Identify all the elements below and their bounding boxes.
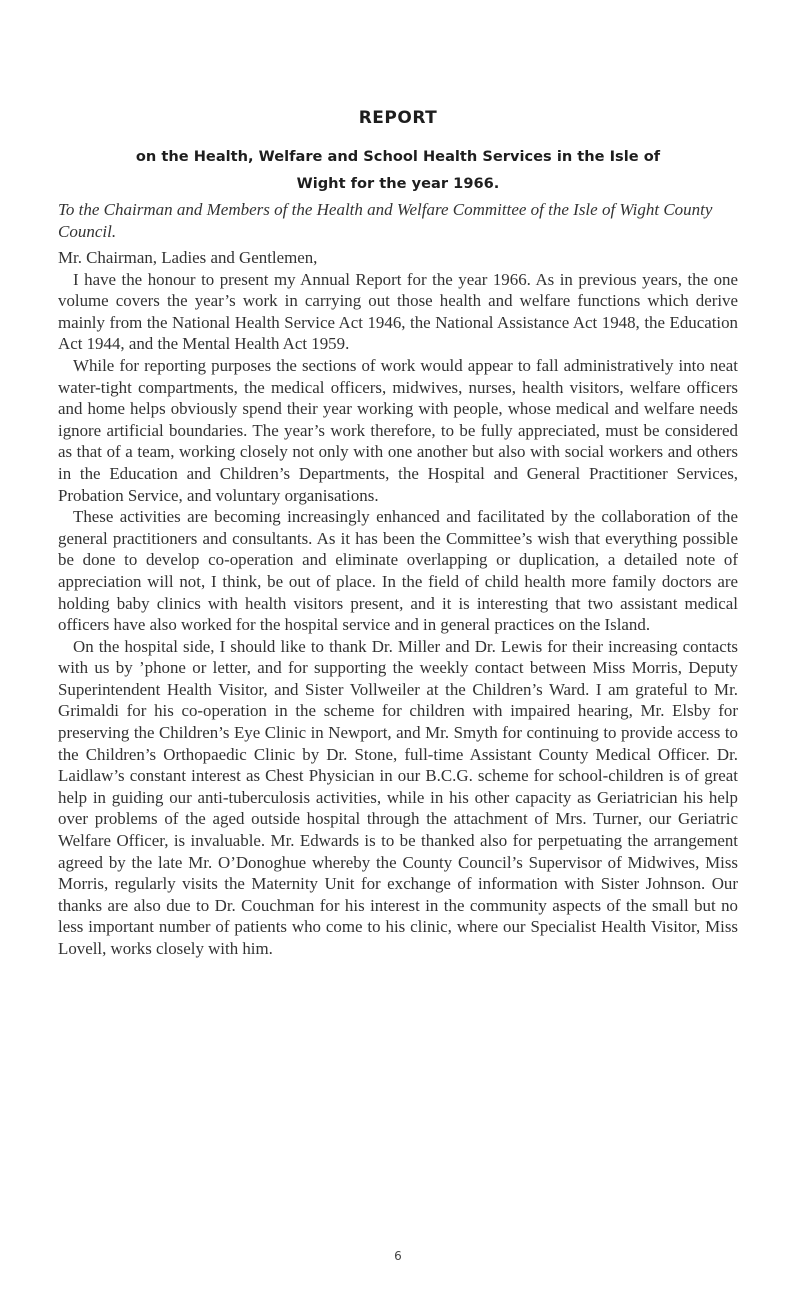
page-number: 6	[394, 1249, 402, 1263]
opening-salutation: Mr. Chairman, Ladies and Gentlemen,	[58, 248, 318, 267]
address-line: To the Chairman and Members of the Health and Welfare Committee of the Isle of Wight County Council.	[58, 200, 713, 241]
paragraph-4: On the hospital side, I should like to thank Dr. Miller and Dr. Lewis for their increasing contacts with us by ’phone or letter, and for supporting the weekly contact between Miss Morris, Deputy Superintendent Health Visitor, and Sister Vollweiler at the Children’s Ward. I am grateful to Mr. Grimaldi for his co-operation in the scheme for children with impaired hearing, Mr. Elsby for preserving the Children’s Eye Clinic in Newport, and Mr. Smyth for continuing to provide access to the Children’s Orthopaedic Clinic by Dr. Stone, full-time Assistant County Medical Officer. Dr. Laidlaw’s constant interest as Chest Physician in our B.C.G. scheme for school-children is of great help in guiding our anti-tuberculosis activities, while in his other capacity as Geriatrician his help over problems of the aged outside hospital through the attachment of Mrs. Turner, our Geriatric Welfare Officer, is invaluable. Mr. Edwards is to be thanked also for perpetuating the arrangement agreed by the late Mr. O’Donoghue whereby the County Council’s Supervisor of Midwives, Miss Morris, regularly visits the Maternity Unit for exchange of information with Sister Johnson. Our thanks are also due to Dr. Couchman for his interest in the community aspects of the small but no less important number of patients who come to his clinic, where our Specialist Health Visitor, Miss Lovell, works closely with him.	[58, 636, 738, 958]
subtitle-line-1: on the Health, Welfare and School Health Services in the Isle of	[135, 148, 661, 165]
report-heading: REPORT	[358, 108, 438, 128]
report-subtitle	[58, 143, 738, 197]
subtitle-line-2: Wight for the year 1966.	[296, 175, 500, 192]
paragraph-1: I have the honour to present my Annual Report for the year 1966. As in previous years, the one volume covers the year’s work in carrying out those health and welfare functions which derive mainly from the National Health Service Act 1946, the National Assistance Act 1948, the Education Act 1944, and the Mental Health Act 1959.	[58, 269, 738, 354]
paragraph-2: While for reporting purposes the sections of work would appear to fall administratively into neat water-tight compartments, the medical officers, midwives, nurses, health visitors, welfare officers and home helps obviously spend their year working with people, whose medical and welfare needs ignore artificial boundaries. The year’s work therefore, to be fully appreciated, must be considered as that of a team, working closely not only with one another but also with social workers and others in the Education and Children’s Departments, the Hospital and General Practitioner Services, Probation Service, and voluntary organisations.	[58, 355, 738, 505]
report-body	[58, 247, 738, 960]
paragraph-3: These activities are becoming increasingly enhanced and facilitated by the collaboration of the general practitioners and consultants. As it has been the Committee’s wish that everything possible be done to develop co-operation and eliminate overlapping or duplication, a detailed note of appreciation will not, I think, be out of place. In the field of child health more family doctors are holding baby clinics with health visitors present, and it is interesting that two assistant medical officers have also worked for the hospital service and in general practices on the Island.	[58, 507, 738, 635]
